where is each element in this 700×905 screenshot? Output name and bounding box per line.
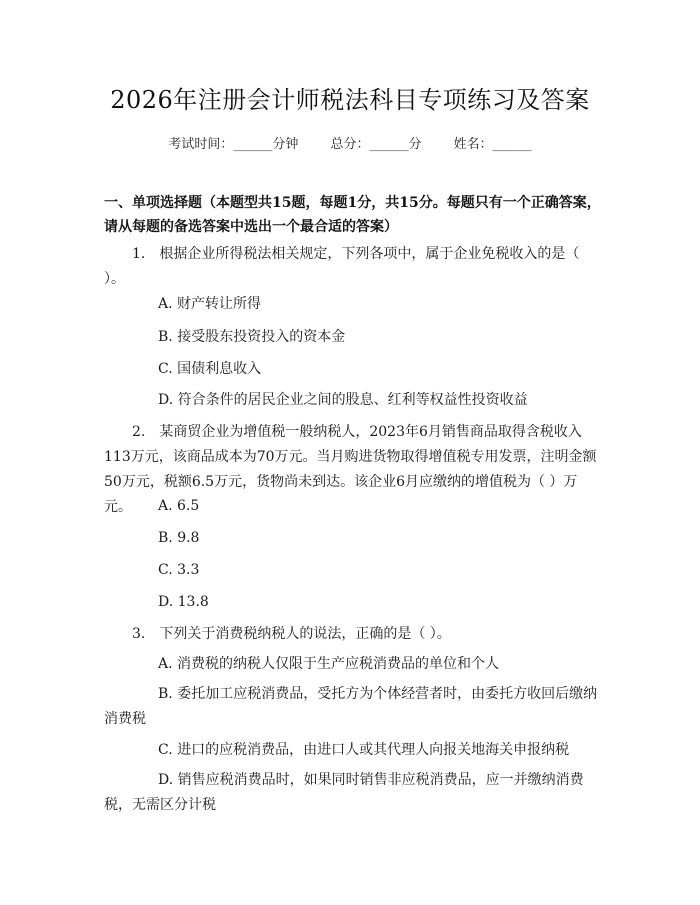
question-3-option-d: D. 销售应税消费品时，如果同时销售非应税消费品，应一并缴纳消费税，无需区分计税 [104, 772, 584, 813]
question-2-stem: 2. 某商贸企业为增值税一般纳税人，2023年6月销售商品取得含税收入113万元，该商品成本为70万元。当月购进货物取得增值税专用发票，注明金额50万元，税额6.5万元，货物尚未到达。该企业6月应缴纳的增值税为（ ）万元。 [104, 424, 597, 515]
question-2-option-b: B. 9.8 [158, 530, 200, 546]
question-1-option-d: D. 符合条件的居民企业之间的股息、红利等权益性投资收益 [158, 392, 528, 408]
question-1-option-c: C. 国债利息收入 [158, 361, 262, 377]
page-title: 2026年注册会计师税法科目专项练习及答案 [110, 86, 590, 114]
question-3-option-a: A. 消费税的纳税人仅限于生产应税消费品的单位和个人 [158, 656, 500, 672]
question-1-option-a: A. 财产转让所得 [158, 296, 262, 312]
question-1-stem: 1. 根据企业所得税法相关规定，下列各项中，属于企业免税收入的是（ ）。 [104, 246, 580, 287]
question-2-option-a: A. 6.5 [158, 498, 200, 514]
exam-time: 考试时间：______分钟 [168, 137, 299, 152]
question-1-option-b: B. 接受股东投资投入的资本金 [158, 329, 346, 345]
section-heading: 一、单项选择题（本题型共15题，每题1分，共15分。每题只有一个正确答案，请从每题的备选答案中选出一个最合适的答案） [104, 195, 601, 235]
exam-score: 总分：______分 [330, 137, 422, 152]
question-2-option-c: C. 3.3 [158, 562, 200, 578]
exam-meta [0, 133, 700, 152]
question-2-option-d: D. 13.8 [158, 594, 209, 610]
question-3-option-c: C. 进口的应税消费品，由进口人或其代理人向报关地海关申报纳税 [158, 742, 570, 758]
exam-name: 姓名：______ [453, 137, 532, 152]
question-3-stem: 3. 下列关于消费税纳税人的说法，正确的是（ ）。 [132, 626, 451, 642]
question-3-option-b: B. 委托加工应税消费品，受托方为个体经营者时，由委托方收回后缴纳消费税 [104, 686, 598, 727]
